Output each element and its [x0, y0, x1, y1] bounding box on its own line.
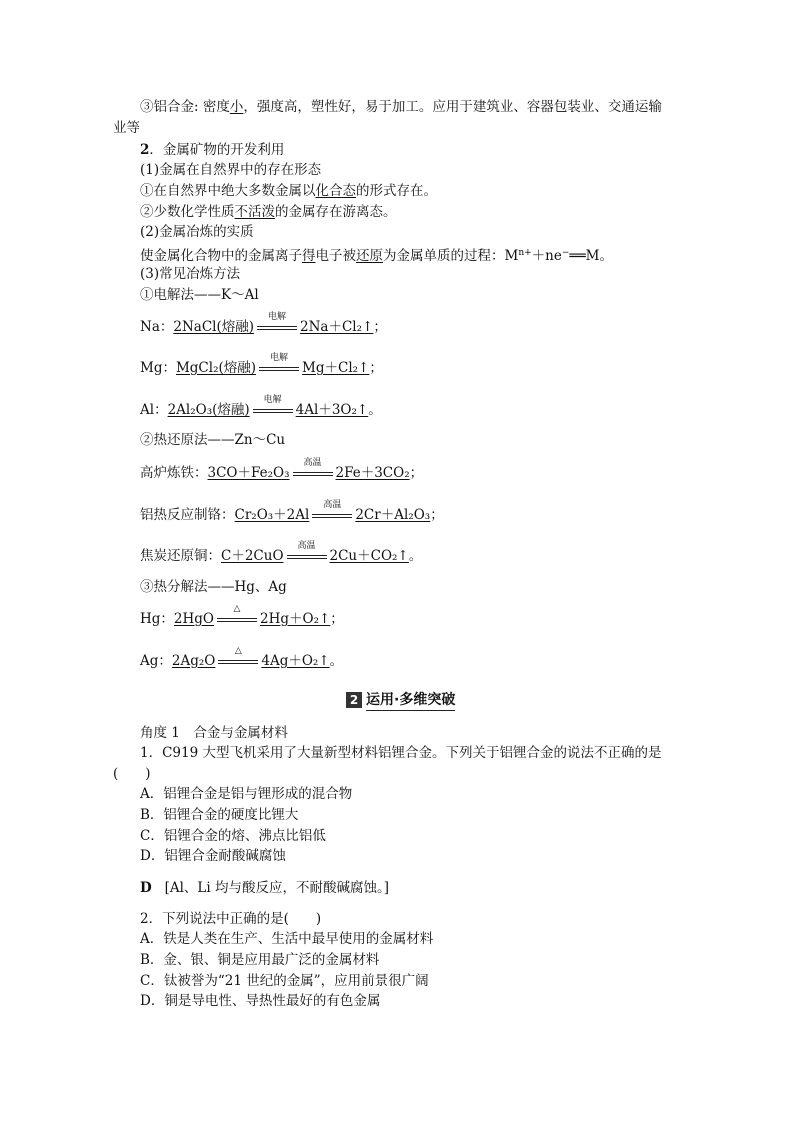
section-number-badge: 2	[346, 692, 362, 708]
question-1-option-b: B．铝锂合金的硬度比锂大	[140, 807, 299, 823]
method-2-title: ②热还原法——Zn～Cu	[140, 432, 286, 448]
aluminum-alloy-line	[140, 97, 662, 117]
reaction-condition: 电解	[253, 401, 293, 421]
underlined-answer: 不活泼	[234, 204, 275, 220]
section-title: 运用·多维突破	[366, 689, 455, 711]
aluminum-alloy-line-cont	[113, 118, 140, 138]
answer-key: D	[140, 880, 152, 896]
question-1-option-a: A．铝锂合金是铝与锂形成的混合物	[140, 786, 353, 802]
equation-mg: Mg：MgCl₂(熔融) 电解 Mg＋Cl₂↑；	[140, 358, 383, 379]
equation-na: Na：2NaCl(熔融) 电解 2Na＋Cl₂↑；	[140, 317, 387, 338]
equation-rhs: 2Fe＋3CO₂	[335, 465, 410, 481]
question-2-option-a: A．铁是人类在生产、生活中最早使用的金属材料	[140, 931, 434, 947]
text: ，强度高，塑性好，易于加工。应用于建筑业、容器包装业、交通运输	[243, 99, 662, 115]
subsection-1-item-b: ②少数化学性质不活泼的金属存在游离态。	[140, 204, 397, 220]
subsection-3-title: (3)常见冶炼方法	[140, 266, 241, 282]
question-1-paren: ( )	[113, 766, 151, 782]
equation-lhs: 2Ag₂O	[171, 653, 216, 669]
equation-lhs: 2NaCl(熔融)	[173, 319, 255, 335]
reaction-condition: △	[217, 610, 257, 630]
method-3-title: ③热分解法——Hg、Ag	[140, 579, 287, 595]
reaction-condition: △	[218, 652, 258, 672]
equation-rhs: 4Ag＋O₂↑	[261, 653, 330, 669]
equation-fe: 高炉炼铁：3CO＋Fe₂O₃ 高温 2Fe＋3CO₂；	[140, 463, 423, 484]
question-1-stem: 1．C919 大型飞机采用了大量新型材料铝锂合金。下列关于铝锂合金的说法不正确的是	[140, 745, 662, 761]
equation-hg: Hg：2HgO △ 2Hg＋O₂↑；	[140, 609, 344, 630]
underlined-answer: 得	[302, 248, 316, 264]
equation-rhs: 2Na＋Cl₂↑	[300, 319, 374, 335]
heading-number: 2	[140, 142, 150, 158]
equation-lhs: 2Al₂O₃(熔融)	[167, 402, 250, 418]
reaction-condition: 电解	[259, 359, 299, 379]
equation-lhs: 2HgO	[173, 611, 214, 627]
underlined-answer: 小	[229, 99, 244, 115]
answer-explanation: [Al、Li 均与酸反应，不耐酸碱腐蚀。]	[164, 880, 390, 896]
equation-cr: 铝热反应制铬：Cr₂O₃＋2Al 高温 2Cr＋Al₂O₃；	[140, 505, 444, 526]
equation-rhs: 2Cu＋CO₂↑	[329, 548, 409, 564]
subsection-1-item-a: ①在自然界中绝大多数金属以化合态的形式存在。	[140, 183, 437, 199]
question-2-stem: 2．下列说法中正确的是( )	[140, 911, 322, 927]
reaction-condition: 高温	[293, 464, 333, 484]
heading-text: ．金属矿物的开发利用	[149, 142, 285, 158]
reaction-condition: 高温	[312, 506, 352, 526]
text: ③铝合金: 密度	[140, 99, 230, 115]
subsection-2-item: 使金属化合物中的金属离子得电子被还原为金属单质的过程：$M^{n+}+ne^-══M$。	[140, 248, 613, 264]
equation-al: Al：2Al₂O₃(熔融) 电解 4Al＋3O₂↑。	[140, 400, 382, 421]
subsection-1-title: (1)金属在自然界中的存在形态	[140, 162, 322, 178]
text: 业等	[113, 120, 140, 136]
equation-rhs: 4Al＋3O₂↑	[295, 402, 369, 418]
equation-lhs: C＋2CuO	[221, 548, 284, 564]
angle-heading: 角度 1 合金与金属材料	[140, 725, 288, 741]
equation-rhs: 2Hg＋O₂↑	[260, 611, 331, 627]
question-2-option-b: B．金、银、铜是应用最广泛的金属材料	[140, 952, 380, 968]
question-1-option-c: C．铝锂合金的熔、沸点比铝低	[140, 828, 326, 844]
subsection-2-title: (2)金属冶炼的实质	[140, 224, 254, 240]
question-1-answer	[140, 878, 389, 898]
section-header	[346, 690, 455, 710]
heading-2	[140, 140, 284, 160]
question-2-option-c: C．钛被誉为“21 世纪的金属”，应用前景很广阔	[140, 973, 429, 989]
question-2-option-d: D．铜是导电性、导热性最好的有色金属	[140, 993, 381, 1009]
reaction-condition: 高温	[287, 547, 327, 567]
method-1-title: ①电解法——K～Al	[140, 287, 259, 303]
equation-rhs: Mg＋Cl₂↑	[302, 360, 370, 376]
underlined-answer: 还原	[356, 248, 383, 264]
equation-ag: Ag：2Ag₂O △ 4Ag＋O₂↑。	[140, 651, 343, 672]
underlined-answer: 化合态	[315, 183, 356, 199]
equation-lhs: Cr₂O₃＋2Al	[234, 507, 310, 523]
reaction-condition: 电解	[257, 318, 297, 338]
equation-lhs: 3CO＋Fe₂O₃	[207, 465, 290, 481]
question-1-option-d: D．铝锂合金耐酸碱腐蚀	[140, 848, 286, 864]
equation-rhs: 2Cr＋Al₂O₃	[355, 507, 431, 523]
equation-cu: 焦炭还原铜：C＋2CuO 高温 2Cu＋CO₂↑。	[140, 546, 422, 567]
equation-lhs: MgCl₂(熔融)	[175, 360, 257, 376]
